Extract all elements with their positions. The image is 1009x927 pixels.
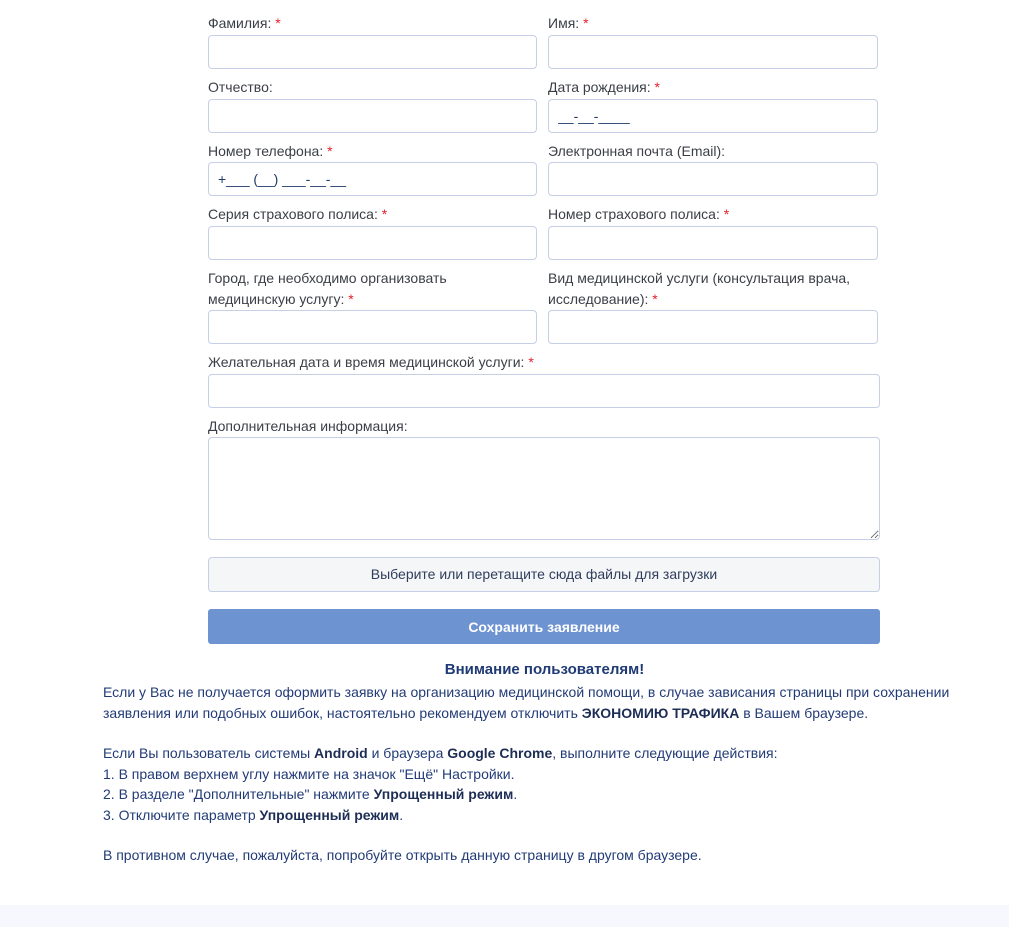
- required-mark: *: [327, 143, 333, 159]
- required-mark: *: [275, 15, 281, 31]
- notice-step-3: 3. Отключите параметр Упрощенный режим.: [103, 806, 404, 823]
- lastname-input[interactable]: [208, 35, 537, 69]
- city-input[interactable]: [208, 310, 537, 344]
- save-application-button[interactable]: Сохранить заявление: [208, 609, 880, 644]
- policy-series-input[interactable]: [208, 226, 537, 260]
- birthdate-label: Дата рождения: *: [548, 79, 660, 95]
- required-mark: *: [723, 206, 730, 222]
- firstname-label: Имя: *: [548, 15, 589, 31]
- notice-title: Внимание пользователям!: [444, 661, 645, 678]
- email-input[interactable]: [548, 162, 878, 196]
- datetime-label: Желательная дата и время медицинской услуги: *: [208, 354, 534, 370]
- extra-info-label: Дополнительная информация:: [208, 418, 408, 434]
- notice-body: [103, 682, 993, 866]
- city-label: Город, где необходимо организовать медицинскую услугу: *: [208, 270, 447, 307]
- notice-paragraph: Если Вы пользователь системы Android и браузера Google Chrome, выполните следующие действия:: [103, 745, 778, 761]
- required-mark: *: [583, 15, 589, 31]
- policy-number-label: Номер страхового полиса: *: [548, 206, 730, 222]
- notice-paragraph: В противном случае, пожалуйста, попробуйте открыть данную страницу в другом браузере.: [103, 847, 702, 863]
- firstname-input[interactable]: [548, 35, 878, 69]
- service-type-label: Вид медицинской услуги (консультация врача, исследование): *: [548, 270, 851, 307]
- middlename-input[interactable]: [208, 99, 537, 133]
- notice-step-1: 1. В правом верхнем углу нажмите на значок "Ещё" Настройки.: [103, 765, 515, 782]
- phone-input[interactable]: [208, 162, 537, 196]
- middlename-label: Отчество:: [208, 79, 273, 95]
- phone-label: Номер телефона: *: [208, 143, 333, 159]
- email-label: Электронная почта (Email):: [548, 143, 726, 159]
- required-mark: *: [381, 206, 388, 222]
- extra-info-textarea[interactable]: [208, 437, 880, 540]
- birthdate-input[interactable]: [548, 99, 878, 133]
- policy-number-input[interactable]: [548, 226, 878, 260]
- file-upload-button[interactable]: Выберите или перетащите сюда файлы для загрузки: [208, 557, 880, 592]
- notice-paragraph: Если у Вас не получается оформить заявку на организацию медицинской помощи, в случае зависания страницы при сохранении заявления или подобных ошибок, настоятельно рекомендуем отключить ЭКОНОМИЮ ТРАФИКА в Вашем браузере.: [103, 684, 950, 721]
- required-mark: *: [652, 291, 658, 307]
- required-mark: *: [654, 79, 660, 95]
- lastname-label: Фамилия: *: [208, 15, 281, 31]
- notice-step-2: 2. В разделе "Дополнительные" нажмите Упрощенный режим.: [103, 786, 518, 802]
- required-mark: *: [528, 354, 534, 370]
- service-type-input[interactable]: [548, 310, 878, 344]
- footer-band: [0, 905, 1009, 927]
- required-mark: *: [348, 291, 354, 307]
- policy-series-label: Серия страхового полиса: *: [208, 206, 388, 222]
- datetime-input[interactable]: [208, 374, 880, 408]
